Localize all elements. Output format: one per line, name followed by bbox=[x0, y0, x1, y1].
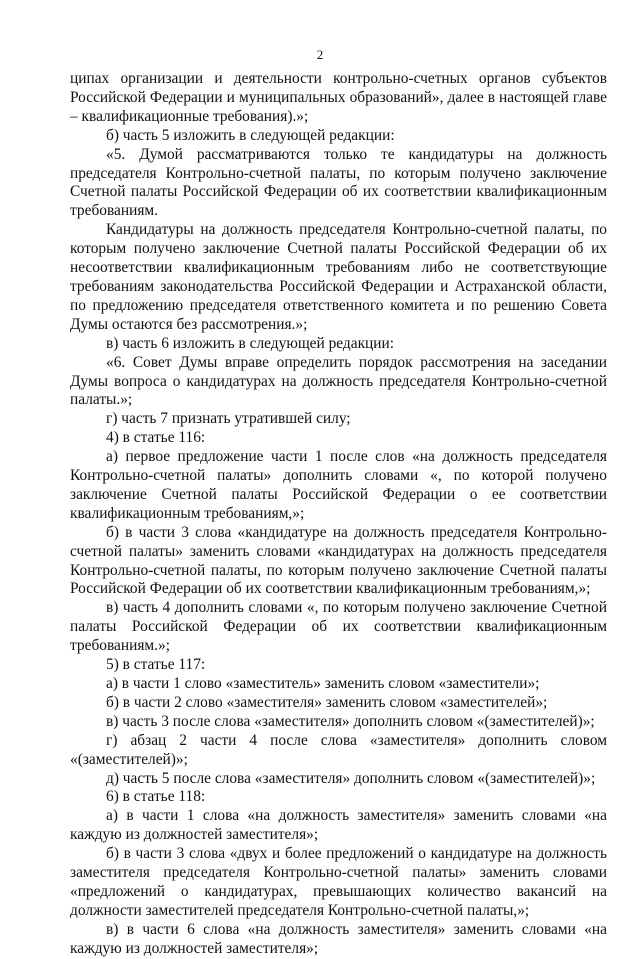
paragraph: б) в части 3 слова «кандидатуре на должность председателя Контрольно-счетной палаты» заменить словами «кандидатурах на должность председателя Контрольно-счетной палаты, по которым получено заключение Счетной палаты Российской Федерации об их соответствии квалификационным требованиям,»; bbox=[70, 523, 607, 598]
paragraph: в) в части 6 слова «на должность заместителя» заменить словами «на каждую из должностей заместителя»; bbox=[70, 920, 607, 957]
paragraph: б) в части 2 слово «заместителя» заменить словом «заместителей»; bbox=[106, 693, 548, 711]
paragraph: г) абзац 2 части 4 после слова «заместителя» дополнить словом «(заместителей)»; bbox=[70, 731, 607, 768]
paragraph: а) в части 1 слово «заместитель» заменить словом «заместители»; bbox=[106, 675, 540, 692]
paragraph: 5) в статье 117: bbox=[106, 656, 206, 674]
paragraph: ципах организации и деятельности контрольно-счетных органов субъектов Российской Федерации и муниципальных образований», далее в настоящей главе – квалификационные требования).»; bbox=[70, 70, 607, 125]
paragraph: «5. Думой рассматриваются только те кандидатуры на должность председателя Контрольно-счетной палаты, по которым получено заключение Счетной палаты Российской Федерации об их соответствии квалификационным требованиям. bbox=[70, 145, 607, 220]
paragraph: в) часть 4 дополнить словами «, по которым получено заключение Счетной палаты Российской Федерации об их соответствии квалификационным требованиям.»; bbox=[70, 599, 607, 655]
paragraph: «6. Совет Думы вправе определить порядок рассмотрения на заседании Думы вопроса о кандидатурах на должность председателя Контрольно-счетной палаты.»; bbox=[70, 353, 607, 409]
page-number: 2 bbox=[316, 47, 324, 62]
paragraph: 6) в статье 118: bbox=[106, 788, 206, 806]
paragraph: в) часть 3 после слова «заместителя» дополнить словом «(заместителей)»; bbox=[106, 712, 595, 730]
paragraph: б) в части 3 слова «двух и более предложений о кандидатуре на должность заместителя председателя Контрольно-счетной палаты» заменить словами «предложений о кандидатурах, превышающих количество вакансий на должности заместителей председателя Контрольно-счетной палаты,»; bbox=[70, 845, 607, 919]
paragraph: 4) в статье 116: bbox=[106, 429, 206, 447]
paragraph: а) в части 1 слова «на должность заместителя» заменить словами «на каждую из должностей заместителя»; bbox=[70, 807, 607, 844]
paragraph: г) часть 7 признать утратившей силу; bbox=[106, 410, 351, 428]
paragraph: в) часть 6 изложить в следующей редакции: bbox=[106, 334, 395, 352]
paragraph: б) часть 5 изложить в следующей редакции: bbox=[106, 126, 395, 144]
paragraph: Кандидатуры на должность председателя Контрольно-счетной палаты, по которым получено заключение Счетной палаты Российской Федерации об их несоответствии квалификационным требованиям либо не соответствующие требованиям законодательства Российской Федерации и Астраханской области, по предложению председателя ответственного комитета и по решению Совета Думы остаются без рассмотрения.»; bbox=[70, 221, 607, 333]
paragraph: а) первое предложение части 1 после слов «на должность председателя Контрольно-счетной палаты» дополнить словами «, по которой получено заключение Счетной палаты Российской Федерации о ее соответствии квалификационным требованиям,»; bbox=[70, 448, 607, 522]
paragraph: д) часть 5 после слова «заместителя» дополнить словом «(заместителей)»; bbox=[106, 769, 596, 787]
document-body bbox=[70, 70, 607, 959]
